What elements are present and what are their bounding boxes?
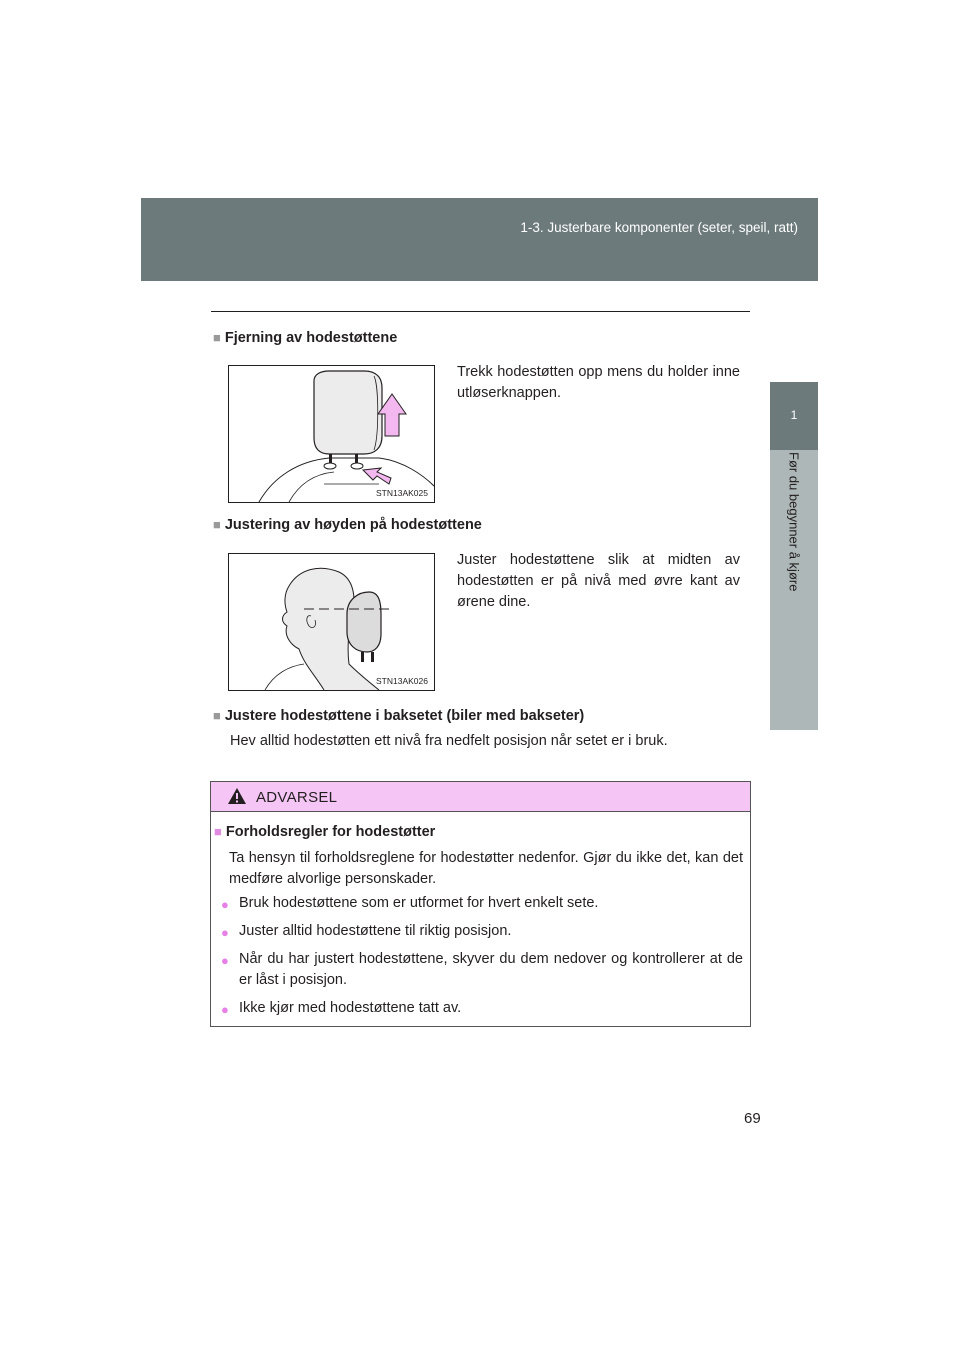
section-text-rear: Hev alltid hodestøtten ett nivå fra nedfelt posisjon når setet er i bruk. (230, 733, 668, 749)
figure-code: STN13AK025 (376, 488, 428, 498)
round-bullet-icon: ● (221, 1002, 229, 1017)
warning-bullet: ● Ikke kjør med hodestøttene tatt av. (221, 998, 743, 1019)
figure-headrest-removal (228, 365, 435, 503)
section-text-removal: Trekk hodestøtten opp mens du holder inne utløserknappen. (457, 364, 740, 401)
chapter-side-strip (770, 450, 818, 730)
warning-triangle-icon (227, 787, 247, 805)
round-bullet-icon: ● (221, 953, 229, 968)
square-bullet-icon: ■ (213, 517, 221, 532)
round-bullet-icon: ● (221, 897, 229, 912)
warning-heading: ■ Forholdsregler for hodestøtter (214, 824, 436, 840)
warning-box (210, 781, 751, 1027)
page-number: 69 (744, 1110, 761, 1127)
round-bullet-icon: ● (221, 925, 229, 940)
warning-bullet: ● Når du har justert hodestøttene, skyver du dem nedover og kontrollerer at de er låst i posisjon. (221, 951, 743, 988)
square-bullet-icon: ■ (213, 708, 221, 723)
chapter-side-label: Før du begynner å kjøre (786, 452, 802, 592)
section-heading-removal: ■ Fjerning av hodestøttene (213, 330, 398, 346)
release-button-arrow-icon (363, 468, 391, 484)
chapter-header-title: 1-3. Justerbare komponenter (seter, speil, ratt) (520, 220, 798, 235)
figure-headrest-height (228, 553, 435, 691)
headrest-height-illustration (229, 554, 434, 690)
chapter-header-band (141, 198, 818, 281)
chapter-tab (770, 382, 818, 450)
warning-bullet: ● Bruk hodestøttene som er utformet for hvert enkelt sete. (221, 893, 743, 914)
top-rule (211, 311, 750, 312)
square-bullet-icon: ■ (213, 330, 221, 345)
section-heading-height: ■ Justering av høyden på hodestøttene (213, 517, 482, 533)
warning-title: ADVARSEL (256, 789, 338, 806)
headrest-removal-illustration (229, 366, 434, 502)
square-bullet-icon: ■ (214, 824, 222, 839)
figure-code: STN13AK026 (376, 676, 428, 686)
chapter-tab-number: 1 (790, 408, 798, 422)
warning-bullet: ● Juster alltid hodestøttene til riktig posisjon. (221, 921, 743, 942)
warning-intro: Ta hensyn til forholdsreglene for hodestøtter nedenfor. Gjør du ikke det, kan det medføre alvorlige personskader. (229, 850, 743, 887)
section-text-height: Juster hodestøttene slik at midten av hodestøtten er på nivå med øvre kant av ørene dine. (457, 552, 740, 610)
warning-header (211, 782, 750, 812)
section-heading-rear: ■ Justere hodestøttene i baksetet (biler med bakseter) (213, 708, 585, 724)
